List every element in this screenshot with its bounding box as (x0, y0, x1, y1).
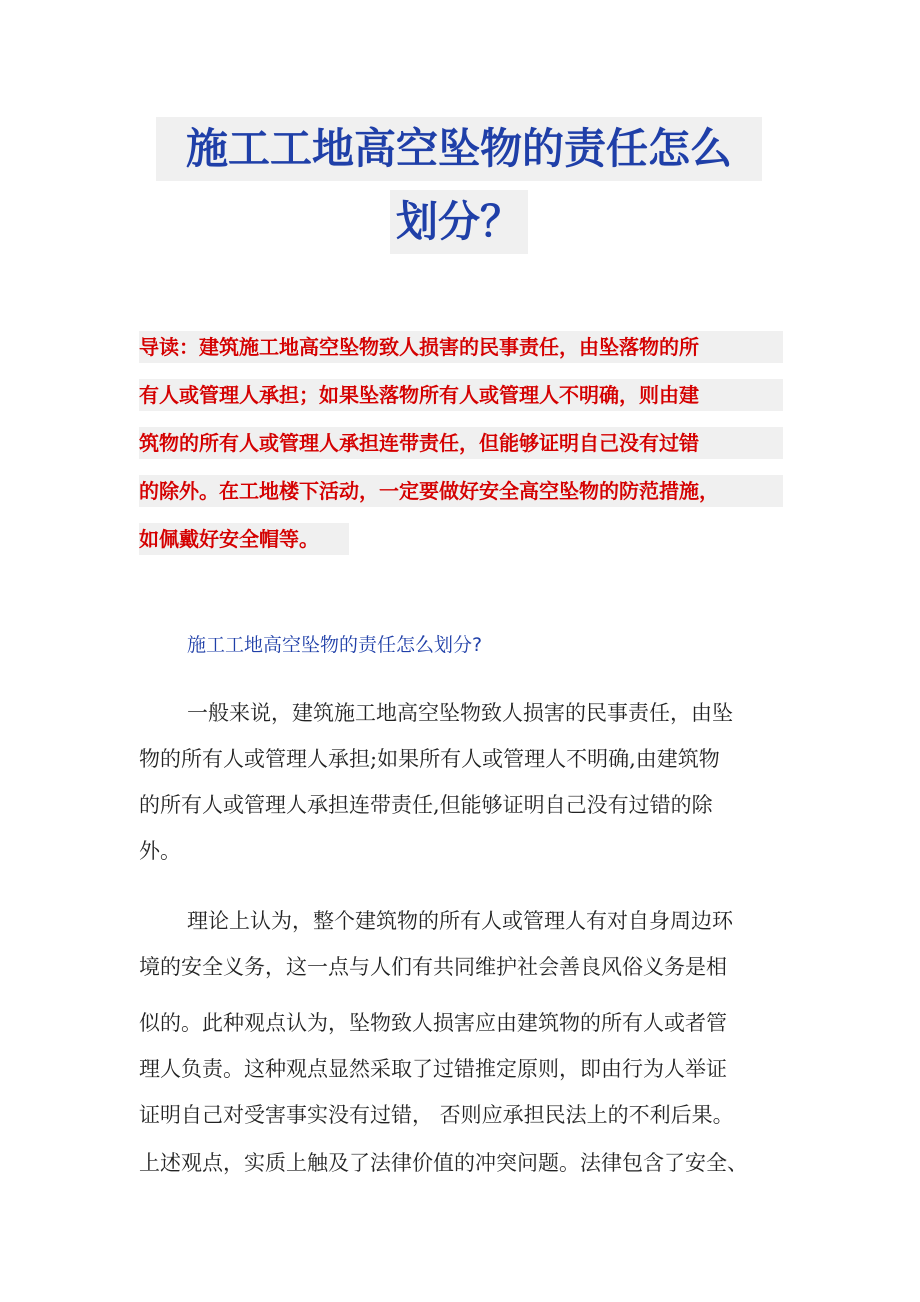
paragraph-2-line: 境的安全义务，这一点与人们有共同维护社会善良风俗义务是相 (139, 955, 727, 979)
intro-line: 如佩戴好安全帽等。 (139, 523, 349, 555)
document-title-line-1: 施工工地高空坠物的责任怎么 (156, 117, 762, 181)
paragraph-2-line: 理人负责。这种观点显然采取了过错推定原则，即由行为人举证 (139, 1057, 727, 1081)
intro-line: 有人或管理人承担；如果坠落物所有人或管理人不明确，则由建 (139, 379, 783, 411)
paragraph-2-line: 上述观点，实质上触及了法律价值的冲突问题。法律包含了安全、 (139, 1151, 748, 1175)
paragraph-2-line: 似的。此种观点认为，坠物致人损害应由建筑物的所有人或者管 (139, 1011, 727, 1035)
intro-line: 的除外。在工地楼下活动，一定要做好安全高空坠物的防范措施， (139, 475, 783, 507)
intro-line: 导读：建筑施工地高空坠物致人损害的民事责任，由坠落物的所 (139, 331, 783, 363)
intro-line: 筑物的所有人或管理人承担连带责任，但能够证明自己没有过错 (139, 427, 783, 459)
paragraph-1-line: 的所有人或管理人承担连带责任,但能够证明自己没有过错的除 (139, 793, 713, 817)
paragraph-1-line: 物的所有人或管理人承担;如果所有人或管理人不明确,由建筑物 (139, 747, 720, 771)
paragraph-2-line: 理论上认为，整个建筑物的所有人或管理人有对自身周边环 (187, 909, 733, 933)
section-subheading: 施工工地高空坠物的责任怎么划分? (187, 634, 483, 656)
document-title-line-2: 划分？ (390, 190, 528, 254)
paragraph-1-line: 一般来说，建筑施工地高空坠物致人损害的民事责任，由坠 (187, 701, 733, 725)
paragraph-1-line: 外。 (139, 839, 181, 863)
paragraph-2-line: 证明自己对受害事实没有过错， 否则应承担民法上的不利后果。 (139, 1103, 734, 1127)
